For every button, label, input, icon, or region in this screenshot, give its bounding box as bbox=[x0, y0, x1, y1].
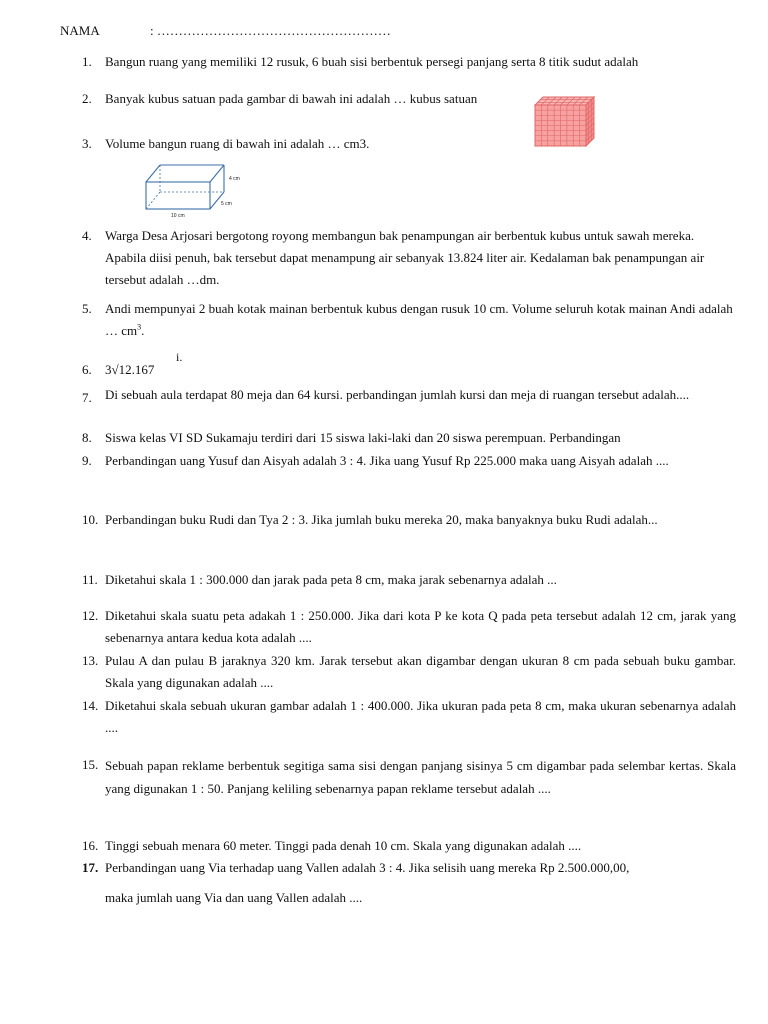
question-number: 8. bbox=[82, 430, 92, 445]
question-number: 15. bbox=[82, 757, 99, 772]
question-number: 13. bbox=[82, 653, 99, 668]
question-text: Banyak kubus satuan pada gambar di bawah ini adalah … kubus satuan bbox=[105, 91, 478, 106]
question-text: Warga Desa Arjosari bergotong royong membangun bak penampungan air berbentuk kubus untuk sawah mereka. Apabila diisi penuh, bak tersebut dapat menampung air sebanyak 13.824 liter air. Kedalaman bak penampungan air tersebut adalah …dm. bbox=[105, 228, 705, 287]
question-text: Siswa kelas VI SD Sukamaju terdiri dari 15 siswa laki-laki dan 20 siswa perempuan. Perbandingan bbox=[105, 430, 621, 445]
question-text bbox=[105, 298, 736, 342]
question-number: 4. bbox=[82, 228, 92, 243]
question-text: Di sebuah aula terdapat 80 meja dan 64 kursi. perbandingan jumlah kursi dan meja di ruangan tersebut adalah.... bbox=[105, 387, 690, 402]
superscript: 3 bbox=[137, 322, 142, 332]
width-label: 5 cm bbox=[221, 201, 232, 207]
length-label: 10 cm bbox=[171, 213, 185, 219]
question-text: Diketahui skala sebuah ukuran gambar adalah 1 : 400.000. Jika ukuran pada peta 8 cm, maka ukuran sebenarnya adalah .... bbox=[105, 698, 736, 735]
question-text: Diketahui skala suatu peta adakah 1 : 250.000. Jika dari kota P ke kota Q pada peta tersebut adalah 12 cm, jarak yang sebenarnya antara kedua kota adalah .... bbox=[105, 608, 736, 645]
question-number: 6. bbox=[82, 362, 92, 377]
question-text: Bangun ruang yang memiliki 12 rusuk, 6 buah sisi berbentuk persegi panjang serta 8 titik sudut adalah bbox=[105, 54, 639, 69]
question-number: 14. bbox=[82, 698, 99, 713]
question-number: 3. bbox=[82, 136, 92, 151]
question-text: Pulau A dan pulau B jaraknya 320 km. Jarak tersebut akan digambar dengan ukuran 8 cm pada sebuah buku gambar. Skala yang digunakan adalah .... bbox=[105, 653, 736, 690]
question-number: 16. bbox=[82, 838, 99, 853]
question-text: Volume bangun ruang di bawah ini adalah … cm3. bbox=[105, 136, 370, 151]
question-text: Sebuah papan reklame berbentuk segitiga sama sisi dengan panjang sisinya 5 cm digambar pada selembar kertas. Skala yang digunakan 1 : 50. Panjang keliling sebenarnya papan reklame tersebut adalah .... bbox=[105, 758, 736, 796]
name-field bbox=[60, 23, 391, 39]
question-text-end: . bbox=[141, 323, 145, 338]
question-text-main: Andi mempunyai 2 buah kotak mainan berbentuk kubus dengan rusuk 10 cm. Volume seluruh kotak mainan Andi adalah … cm bbox=[105, 301, 733, 338]
question-number: 2. bbox=[82, 91, 92, 106]
question-text: maka jumlah uang Via dan uang Vallen adalah .... bbox=[105, 890, 363, 905]
question-number: 9. bbox=[82, 453, 92, 468]
question-number: 17. bbox=[82, 860, 99, 875]
question-number: 1. bbox=[82, 54, 92, 69]
question-text: Tinggi sebuah menara 60 meter. Tinggi pada denah 10 cm. Skala yang digunakan adalah .... bbox=[105, 838, 582, 853]
question-number: 11. bbox=[82, 572, 98, 587]
question-text: Diketahui skala 1 : 300.000 dan jarak pada peta 8 cm, maka jarak sebenarnya adalah ... bbox=[105, 572, 557, 587]
question-text: Perbandingan uang Yusuf dan Aisyah adalah 3 : 4. Jika uang Yusuf Rp 225.000 maka uang Aisyah adalah .... bbox=[105, 453, 669, 468]
cuboid-drawing bbox=[143, 160, 253, 220]
question-number: 12. bbox=[82, 608, 99, 623]
cuboid-figure bbox=[143, 160, 253, 220]
question-number: 7. bbox=[82, 390, 92, 405]
question-text: Perbandingan buku Rudi dan Tya 2 : 3. Jika jumlah buku mereka 20, maka banyaknya buku Rudi adalah... bbox=[105, 512, 658, 527]
name-label: NAMA bbox=[60, 23, 100, 38]
name-blank: : ……………………………………………… bbox=[150, 23, 391, 38]
question-text: 3√12.167 bbox=[105, 362, 155, 377]
stray-marker: i. bbox=[176, 350, 183, 364]
question-text: Perbandingan uang Via terhadap uang Vallen adalah 3 : 4. Jika selisih uang mereka Rp 2.500.000,00, bbox=[105, 860, 630, 875]
question-number: 10. bbox=[82, 512, 99, 527]
height-label: 4 cm bbox=[229, 176, 240, 182]
question-number: 5. bbox=[82, 301, 92, 316]
